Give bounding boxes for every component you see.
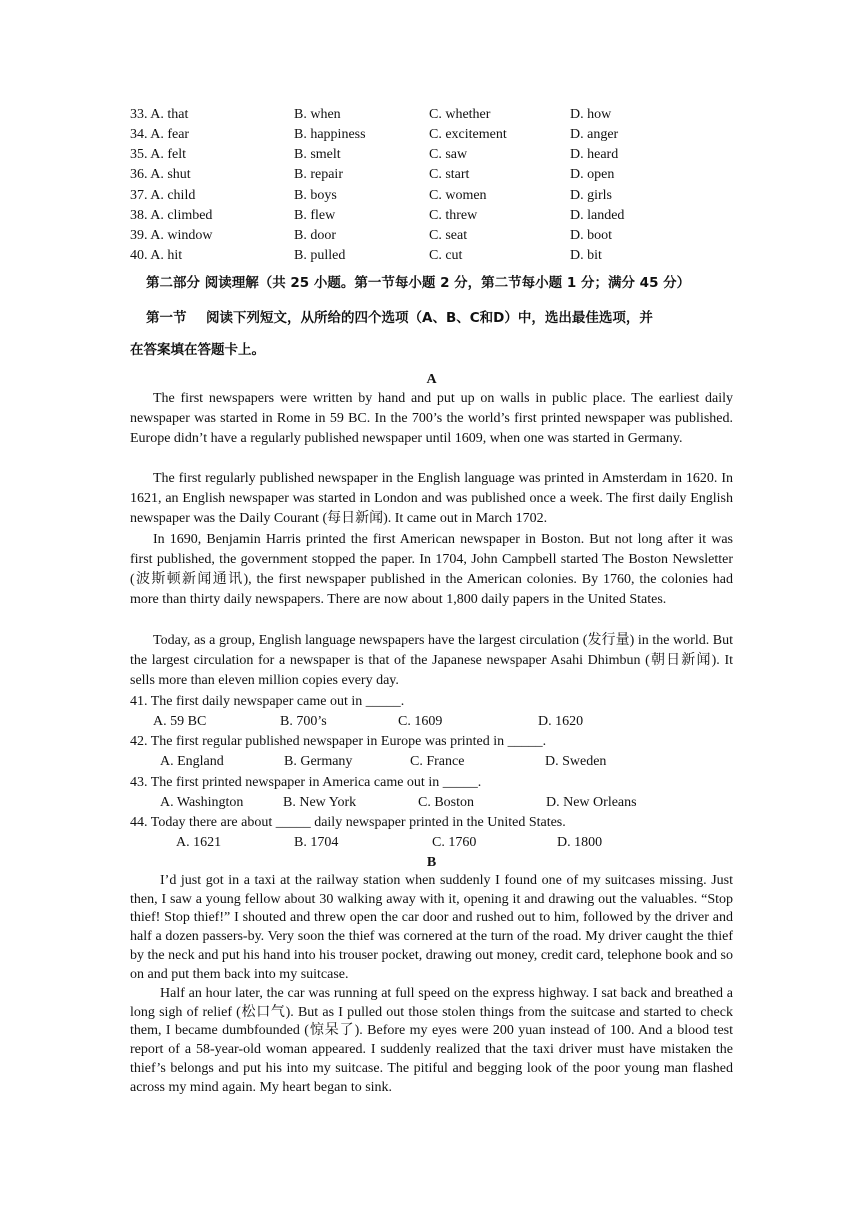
option-row — [130, 125, 730, 145]
option-b: B. happiness — [294, 127, 366, 142]
option-a: 39. A. window — [130, 228, 213, 243]
option-row — [130, 105, 730, 125]
option-a: 40. A. hit — [130, 248, 183, 263]
question-choices — [130, 793, 733, 813]
option-c: C. excitement — [429, 127, 507, 142]
choice-c: C. 1760 — [432, 835, 477, 850]
passage-a-paragraph: In 1690, Benjamin Harris printed the first American newspaper in Boston. But not long after it was first published, the government stopped the paper. In 1704, John Campbell started The Boston Newsletter (波斯顿新闻通讯), the first newspaper published in the American colonies. By 1760, the colonies had more than thirty daily newspapers. There are now about 1,800 daily papers in the United States. — [130, 532, 733, 607]
option-row — [130, 145, 730, 165]
instruction-line1: 阅读下列短文，从所给的四个选项（A、B、C和D）中，选出最佳选项，并 — [206, 310, 653, 326]
choice-d: D. Sweden — [545, 754, 607, 769]
passage-b-letter: B — [426, 855, 437, 870]
option-c: C. saw — [429, 147, 468, 162]
choice-d: D. 1800 — [557, 835, 603, 850]
choice-a: A. 59 BC — [153, 714, 207, 729]
option-c: C. threw — [429, 208, 478, 223]
part2-instruction — [146, 308, 734, 328]
choice-c: C. Boston — [418, 795, 475, 810]
choice-c: C. 1609 — [398, 714, 443, 729]
option-a: 38. A. climbed — [130, 208, 213, 223]
passage-a-letter: A — [426, 372, 437, 387]
option-c: C. whether — [429, 107, 491, 122]
part2-title: 第二部分 阅读理解（共 25 小题。第一节每小题 2 分，第二节每小题 1 分；满分 45 分） — [146, 275, 691, 291]
question-stem: 44. Today there are about _____ daily newspaper printed in the United States. — [130, 815, 566, 830]
option-c: C. cut — [429, 248, 463, 263]
option-b: B. door — [294, 228, 336, 243]
option-a: 33. A. that — [130, 107, 189, 122]
option-row — [130, 246, 730, 266]
choice-b: B. New York — [283, 795, 357, 810]
option-d: D. how — [570, 107, 612, 122]
passage-b-paragraph: Half an hour later, the car was running at full speed on the express highway. I sat back and breathed a long sigh of relief (松口气). But as I pulled out those stolen things from the suitcase and started to check them, I became dumbfounded (惊呆了). Before my eyes were 200 yuan instead of 100. And a blood test report of a 58-year-old woman appeared. I suddenly realized that the taxi driver must have mistaken the thief’s belongs and put his into my suitcase. The pitiful and begging look of the poor young man flashed across my mind again. My heart began to sink. — [130, 986, 733, 1095]
option-row — [130, 186, 730, 206]
option-row — [130, 206, 730, 226]
choice-b: B. 1704 — [294, 835, 339, 850]
passage-a-paragraph: The first newspapers were written by hand and put up on walls in public place. The earliest daily newspaper was started in Rome in 59 BC. In the 700’s the world’s first printed newspaper was published. Europe didn’t have a regularly published newspaper until 1609, when one was started in Germany. — [130, 391, 733, 446]
option-d: D. open — [570, 167, 615, 182]
choice-d: D. 1620 — [538, 714, 584, 729]
question-choices — [130, 752, 733, 772]
choice-b: B. 700’s — [280, 714, 327, 729]
section-label: 第一节 — [146, 310, 187, 326]
choice-b: B. Germany — [284, 754, 353, 769]
question-stem: 42. The first regular published newspaper in Europe was printed in _____. — [130, 734, 547, 749]
option-a: 36. A. shut — [130, 167, 191, 182]
choice-d: D. New Orleans — [546, 795, 637, 810]
option-b: B. repair — [294, 167, 343, 182]
option-d: D. heard — [570, 147, 619, 162]
option-a: 34. A. fear — [130, 127, 190, 142]
option-a: 37. A. child — [130, 188, 196, 203]
passage-a-paragraph: Today, as a group, English language newspapers have the largest circulation (发行量) in the world. But the largest circulation for a newspaper is that of the Japanese newspaper Asahi Dhimbun (朝日新闻). It sells more than eleven million copies every day. — [130, 633, 733, 688]
option-d: D. anger — [570, 127, 619, 142]
option-row — [130, 226, 730, 246]
question-choices — [130, 712, 733, 732]
choice-a: A. Washington — [160, 795, 244, 810]
option-d: D. girls — [570, 188, 612, 203]
option-c: C. seat — [429, 228, 468, 243]
question-choices — [130, 833, 733, 853]
option-b: B. flew — [294, 208, 336, 223]
option-c: C. start — [429, 167, 470, 182]
passage-b-paragraph: I’d just got in a taxi at the railway station when suddenly I found one of my suitcases missing. Just then, I saw a young fellow about 30 walking away with it, opening it and drawing out the valuables. “Stop thief! Stop thief!” I shouted and threw open the car door and rushed out to him, followed by the driver and half a dozen passers-by. Very soon the thief was cornered at the turn of the road. My driver caught the thief by the neck and put his hand into his trouser pocket, drawing out money, credit card, telephone book and so on and put them back into my suitcase. — [130, 873, 733, 982]
option-b: B. smelt — [294, 147, 341, 162]
question-stem: 43. The first printed newspaper in America came out in _____. — [130, 775, 482, 790]
option-b: B. boys — [294, 188, 337, 203]
question-stem: 41. The first daily newspaper came out in _____. — [130, 694, 405, 709]
option-b: B. when — [294, 107, 341, 122]
option-d: D. landed — [570, 208, 625, 223]
choice-c: C. France — [410, 754, 465, 769]
option-a: 35. A. felt — [130, 147, 186, 162]
option-d: D. bit — [570, 248, 602, 263]
option-b: B. pulled — [294, 248, 346, 263]
option-row — [130, 165, 730, 185]
instruction-line2: 在答案填在答题卡上。 — [130, 342, 265, 358]
option-c: C. women — [429, 188, 487, 203]
choice-a: A. England — [160, 754, 224, 769]
passage-a-paragraph: The first regularly published newspaper in the English language was printed in Amsterdam in 1620. In 1621, an English newspaper was started in London and was published once a week. The first daily English newspaper was the Daily Courant (每日新闻). It came out in March 1702. — [130, 471, 733, 526]
choice-a: A. 1621 — [176, 835, 222, 850]
option-d: D. boot — [570, 228, 612, 243]
